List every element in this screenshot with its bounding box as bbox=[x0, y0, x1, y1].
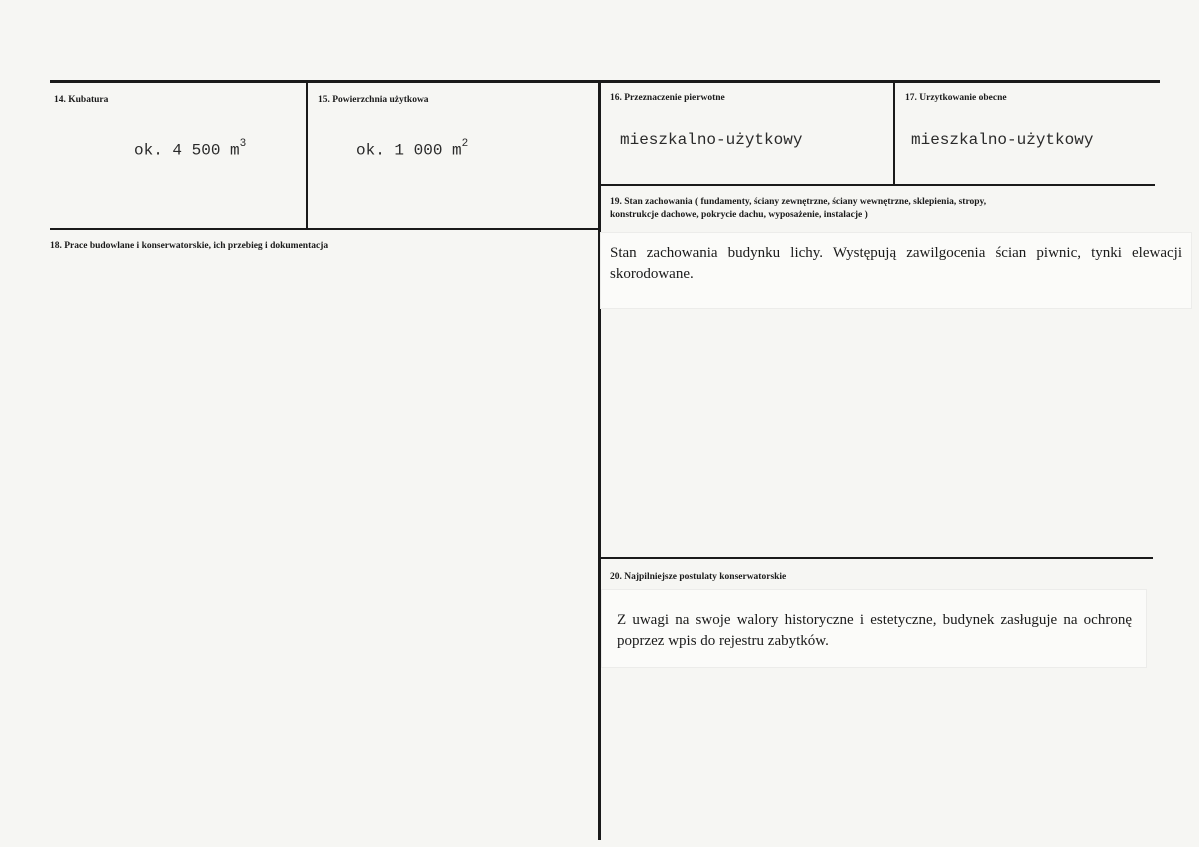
value-przeznaczenie: mieszkalno-użytkowy bbox=[620, 131, 803, 149]
value-kubatura-exponent: 3 bbox=[239, 138, 247, 150]
divider-16-17 bbox=[893, 82, 895, 186]
label-kubatura: 14. Kubatura bbox=[54, 95, 109, 105]
rule-below-14-15 bbox=[50, 228, 600, 230]
value-powierzchnia-exponent: 2 bbox=[461, 138, 469, 150]
rule-below-16-17 bbox=[600, 184, 1155, 186]
label-powierzchnia: 15. Powierzchnia użytkowa bbox=[318, 95, 429, 105]
value-powierzchnia bbox=[356, 140, 468, 159]
label-stan-zachowania-1: 19. Stan zachowania ( fundamenty, ściany zewnętrzne, ściany wewnętrzne, sklepienia, stropy, bbox=[610, 197, 987, 207]
label-uzytkowanie: 17. Urzytkowanie obecne bbox=[905, 93, 1007, 103]
rule-above-20 bbox=[600, 557, 1153, 559]
value-kubatura-text: ok. 4 500 m bbox=[134, 141, 240, 160]
label-prace-budowlane: 18. Prace budowlane i konserwatorskie, ich przebieg i dokumentacja bbox=[50, 241, 329, 251]
center-divider bbox=[598, 82, 601, 840]
value-kubatura bbox=[134, 140, 246, 159]
label-przeznaczenie: 16. Przeznaczenie pierwotne bbox=[610, 93, 725, 103]
label-stan-zachowania-2: konstrukcje dachowe, pokrycie dachu, wyposażenie, instalacje ) bbox=[610, 210, 868, 220]
top-rule bbox=[50, 80, 1160, 83]
value-uzytkowanie: mieszkalno-użytkowy bbox=[911, 131, 1094, 149]
label-postulaty: 20. Najpilniejsze postulaty konserwatorskie bbox=[610, 572, 787, 582]
text-postulaty: Z uwagi na swoje walory historyczne i estetyczne, budynek zasługuje na ochronę poprzez wpis do rejestru zabytków. bbox=[617, 612, 1132, 649]
divider-14-15 bbox=[306, 82, 308, 230]
value-powierzchnia-text: ok. 1 000 m bbox=[356, 141, 462, 160]
text-stan-zachowania: Stan zachowania budynku lichy. Występują zawilgocenia ścian piwnic, tynki elewacji skorodowane. bbox=[610, 245, 1182, 282]
